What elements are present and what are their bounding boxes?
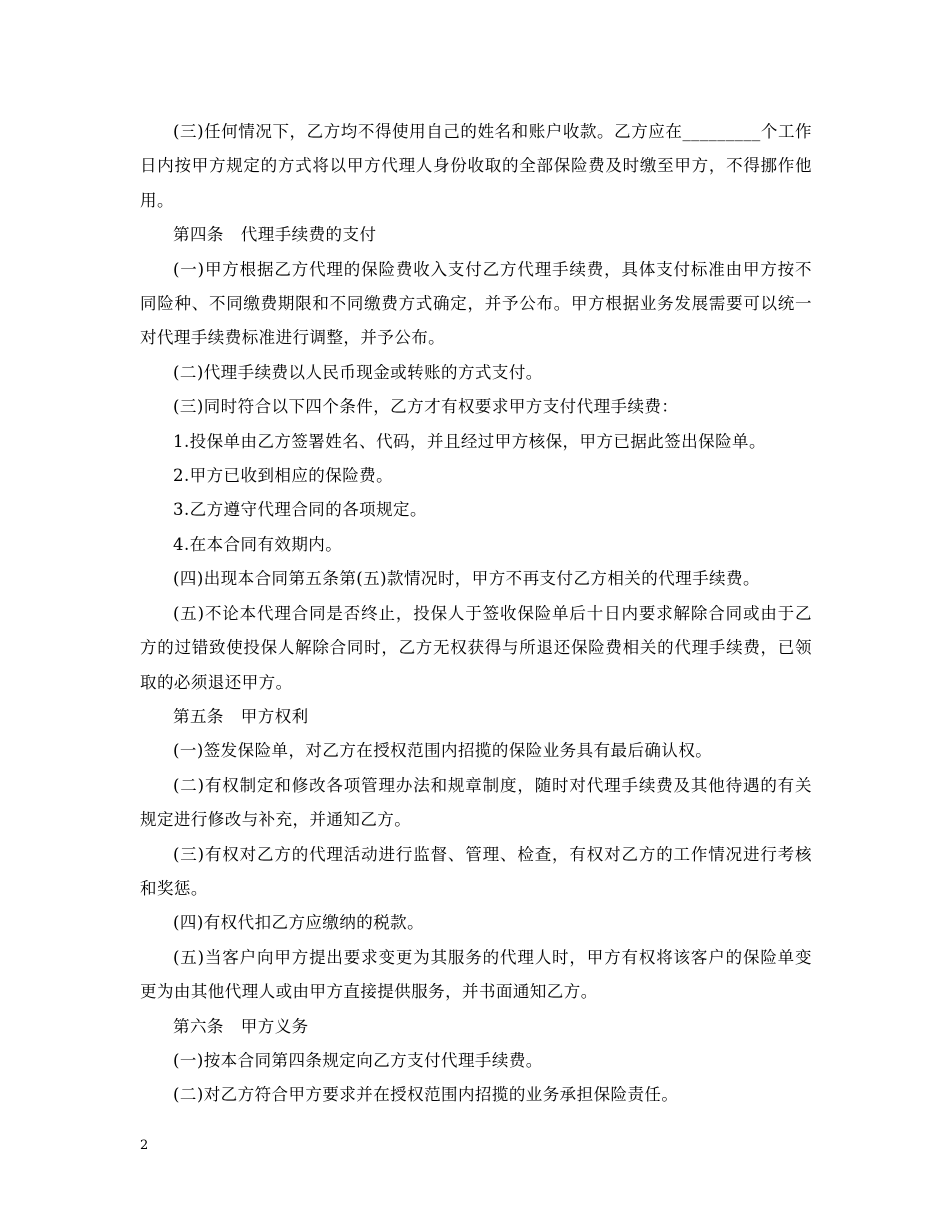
article-4-heading: 第四条 代理手续费的支付 — [173, 225, 377, 245]
list-item-condition-4: 4.在本合同有效期内。 — [173, 534, 343, 554]
list-item-condition-1: 1.投保单由乙方签署姓名、代码，并且经过甲方核保，甲方已据此签出保险单。 — [173, 431, 766, 451]
paragraph-clause-4-5: (五)不论本代理合同是否终止，投保人于签收保险单后十日内要求解除合同或由于乙方的过错致使投保人解除合同时，乙方无权获得与所退还保险费相关的代理手续费，已领取的必须退还甲方。 — [140, 603, 812, 692]
paragraph-clause-4-4: (四)出现本合同第五条第(五)款情况时，甲方不再支付乙方相关的代理手续费。 — [173, 569, 760, 589]
page-number: 2 — [140, 1138, 149, 1153]
list-item-condition-3: 3.乙方遵守代理合同的各项规定。 — [173, 500, 427, 520]
list-item-condition-2: 2.甲方已收到相应的保险费。 — [173, 466, 394, 486]
paragraph-clause-6-1: (一)按本合同第四条规定向乙方支付代理手续费。 — [173, 1050, 543, 1070]
paragraph-clause-5-4: (四)有权代扣乙方应缴纳的税款。 — [173, 913, 425, 933]
paragraph-clause-3-3: (三)任何情况下，乙方均不得使用自己的姓名和账户收款。乙方应在_________个工作日内按甲方规定的方式将以甲方代理人身份收取的全部保险费及时缴至甲方，不得挪作他用。 — [140, 122, 812, 210]
paragraph-clause-6-2: (二)对乙方符合甲方要求并在授权范围内招揽的业务承担保险责任。 — [173, 1085, 679, 1105]
paragraph-clause-4-2: (二)代理手续费以人民币现金或转账的方式支付。 — [173, 362, 543, 382]
paragraph-clause-5-5: (五)当客户向甲方提出要求变更为其服务的代理人时，甲方有权将该客户的保险单变更为由其他代理人或由甲方直接提供服务，并书面通知乙方。 — [140, 947, 812, 1002]
paragraph-clause-5-3: (三)有权对乙方的代理活动进行监督、管理、检查，有权对乙方的工作情况进行考核和奖惩。 — [140, 844, 812, 898]
paragraph-clause-4-1: (一)甲方根据乙方代理的保险费收入支付乙方代理手续费，具体支付标准由甲方按不同险种、不同缴费期限和不同缴费方式确定，并予公布。甲方根据业务发展需要可以统一对代理手续费标准进行调整，并予公布。 — [140, 259, 812, 348]
paragraph-clause-5-1: (一)签发保险单，对乙方在授权范围内招揽的保险业务具有最后确认权。 — [173, 741, 713, 761]
article-6-heading: 第六条 甲方义务 — [173, 1016, 309, 1036]
paragraph-clause-4-3: (三)同时符合以下四个条件，乙方才有权要求甲方支付代理手续费： — [173, 397, 679, 417]
paragraph-clause-5-2: (二)有权制定和修改各项管理办法和规章制度，随时对代理手续费及其他待遇的有关规定进行修改与补充，并通知乙方。 — [140, 775, 812, 830]
article-5-heading: 第五条 甲方权利 — [173, 706, 309, 726]
document-body — [140, 115, 812, 1113]
